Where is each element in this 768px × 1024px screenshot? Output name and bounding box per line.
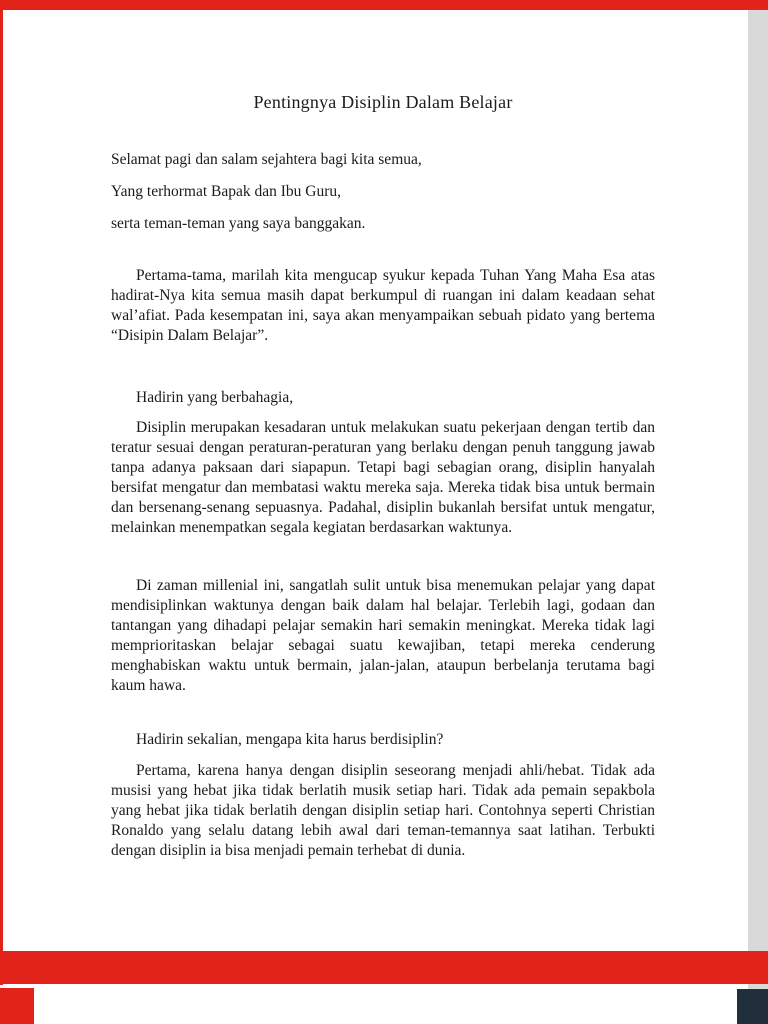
address-line-berbahagia: Hadirin yang berbahagia, [136, 389, 294, 406]
bottom-left-accent-block [0, 988, 34, 1024]
paragraph-opening: Pertama-tama, marilah kita mengucap syukur kepada Tuhan Yang Maha Esa atas hadirat-Nya kita semua masih dapat berkumpul di ruangan ini dalam keadaan sehat wal’afiat. Pada kesempatan ini, saya akan menyampaikan sebuah pidato yang bertema “Disipin Dalam Belajar”. [111, 267, 655, 344]
page-left-accent-border [0, 0, 3, 985]
salutation-line-3: serta teman-teman yang saya banggakan. [111, 215, 366, 232]
viewer-bottom-accent-band [0, 951, 768, 984]
salutation-line-1: Selamat pagi dan salam sejahtera bagi kita semua, [111, 151, 422, 168]
paragraph-definition-disiplin: Disiplin merupakan kesadaran untuk melakukan suatu pekerjaan dengan tertib dan teratur sesuai dengan peraturan-peraturan yang berlaku dengan penuh tanggung jawab tanpa adanya paksaan dari siapapun. Tetapi bagi sebagian orang, disiplin hanyalah bersifat mengatur dan membatasi waktu mereka saja. Mereka tidak bisa untuk bermain dan bersenang-senang sepuasnya. Padahal, disiplin bukanlah bersifat untuk mengatur, melainkan menempatkan segala kegiatan berdasarkan waktunya. [111, 419, 655, 536]
bottom-right-corner-block [737, 989, 768, 1024]
viewer-top-accent-bar [0, 0, 768, 10]
address-line-berdisiplin-question: Hadirin sekalian, mengapa kita harus berdisiplin? [136, 731, 444, 748]
scrollbar-track[interactable] [748, 10, 768, 1024]
salutation-line-2: Yang terhormat Bapak dan Ibu Guru, [111, 183, 342, 200]
paragraph-zaman-millenial: Di zaman millenial ini, sangatlah sulit untuk bisa menemukan pelajar yang dapat mendisiplinkan waktunya dengan baik dalam hal belajar. Terlebih lagi, godaan dan tantangan yang dihadapi pelajar semakin hari semakin meningkat. Mereka tidak lagi memprioritaskan belajar sebagai suatu kewajiban, tetapi mereka cenderung menghabiskan waktu untuk bermain, jalan-jalan, ataupun berbelanja terutama bagi kaum hawa. [111, 577, 655, 694]
document-title: Pentingnya Disiplin Dalam Belajar [253, 92, 513, 112]
document-content [111, 0, 655, 861]
paragraph-pertama-ahli-hebat: Pertama, karena hanya dengan disiplin seseorang menjadi ahli/hebat. Tidak ada musisi yang hebat jika tidak berlatih musik setiap hari. Tidak ada pemain sepakbola yang hebat jika tidak berlatih dengan disiplin setiap hari. Contohnya seperti Christian Ronaldo yang selalu datang lebih awal dari teman-temannya saat latihan. Terbukti dengan disiplin ia bisa menjadi pemain terhebat di dunia. [111, 762, 655, 859]
